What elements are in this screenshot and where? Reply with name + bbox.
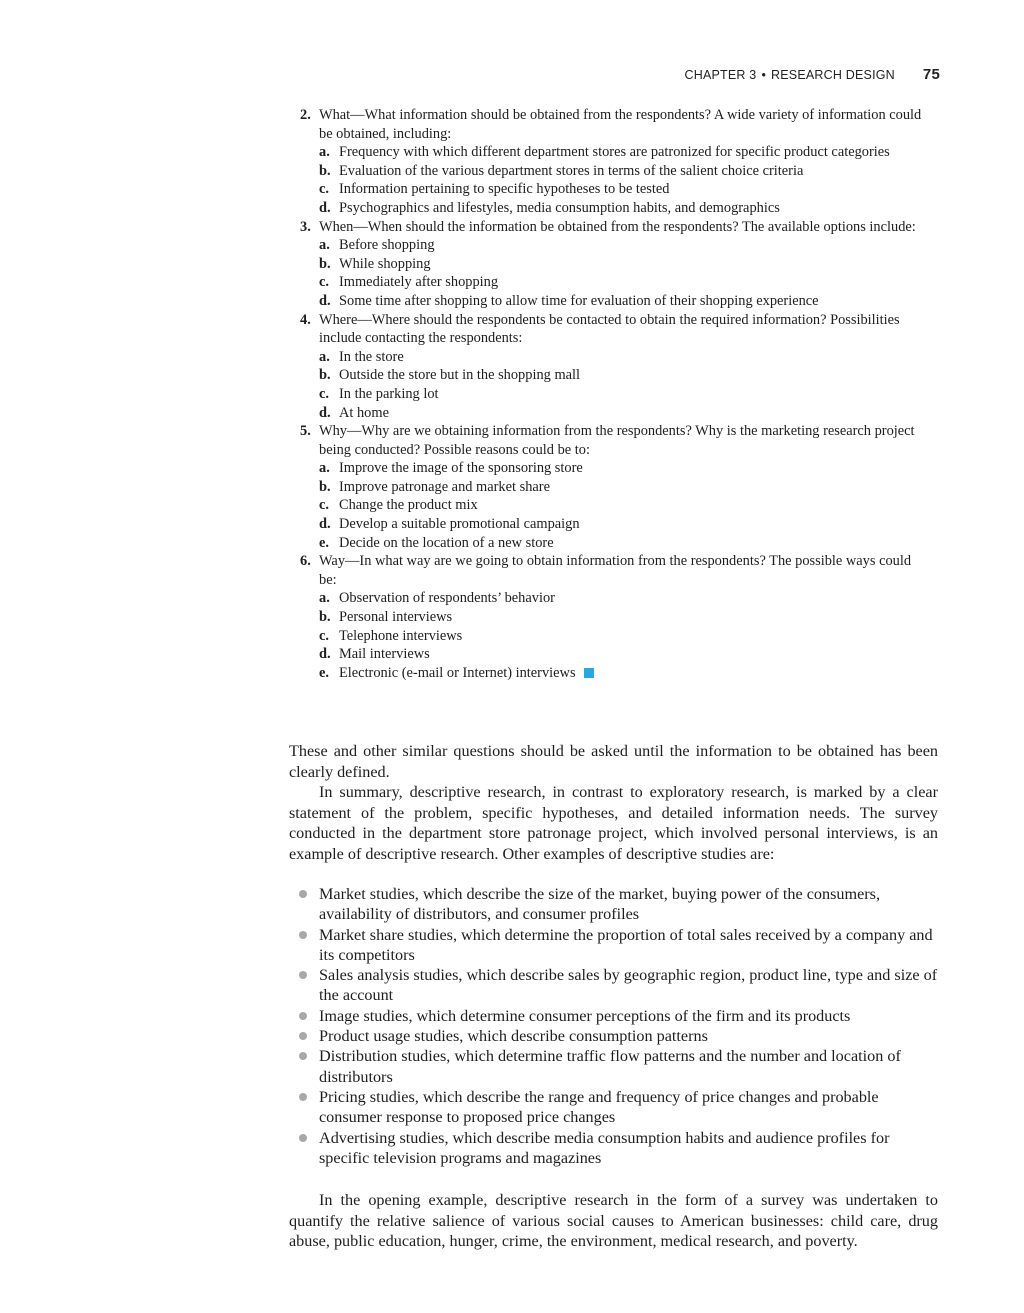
question-list	[300, 106, 925, 682]
option-text: Personal interviews	[339, 609, 453, 626]
option-letter: d.	[319, 404, 331, 421]
option-item	[319, 515, 925, 534]
option-letter: d.	[319, 199, 331, 216]
bullet-icon	[299, 1032, 307, 1040]
bullet-icon	[299, 1134, 307, 1142]
option-text: In the store	[339, 348, 404, 365]
option-letter: b.	[319, 162, 331, 179]
option-list	[319, 236, 925, 310]
bullet-item	[289, 1087, 938, 1128]
bullet-icon	[299, 890, 307, 898]
option-text: Outside the store but in the shopping mall	[339, 367, 581, 384]
option-letter: a.	[319, 348, 330, 365]
option-item	[319, 608, 925, 627]
section-title: RESEARCH DESIGN	[771, 68, 895, 82]
body-paragraph: In the opening example, descriptive research in the form of a survey was undertaken to quantify the relative salience of various social causes to American businesses: child care, drug abuse, public education, hunger, crime, the environment, medical research, and poverty.	[289, 1191, 938, 1251]
option-list	[319, 589, 925, 682]
option-text: Improve the image of the sponsoring store	[339, 460, 583, 477]
bullet-item	[289, 965, 938, 1006]
option-letter: a.	[319, 590, 330, 607]
option-list	[319, 348, 925, 422]
option-item	[319, 459, 925, 478]
end-of-example-marker	[584, 668, 594, 678]
option-item	[319, 664, 925, 683]
option-letter: d.	[319, 292, 331, 309]
option-item	[319, 180, 925, 199]
bullet-item	[289, 1026, 938, 1046]
option-text: Electronic (e-mail or Internet) interviews	[339, 664, 576, 681]
option-letter: b.	[319, 478, 331, 495]
bullet-item	[289, 925, 938, 966]
option-letter: e.	[319, 664, 329, 681]
option-item	[319, 478, 925, 497]
option-letter: d.	[319, 516, 331, 533]
bullet-item	[289, 1128, 938, 1169]
page-number: 75	[922, 66, 940, 83]
option-item	[319, 255, 925, 274]
option-letter: a.	[319, 144, 330, 161]
option-item	[319, 645, 925, 664]
option-letter: b.	[319, 367, 331, 384]
bullet-item	[289, 1006, 938, 1026]
option-letter: c.	[319, 274, 329, 291]
option-letter: c.	[319, 627, 329, 644]
option-letter: b.	[319, 255, 331, 272]
option-text: Frequency with which different department stores are patronized for specific product categories	[339, 144, 890, 161]
bullet-icon	[299, 971, 307, 979]
option-letter: a.	[319, 237, 330, 254]
body-paragraph: These and other similar questions should be asked until the information to be obtained has been clearly defined.	[289, 742, 938, 781]
question-text: Where—Where should the respondents be contacted to obtain the required information? Possibilities include contacting the respondents:	[319, 311, 900, 347]
bullet-list	[289, 884, 938, 1168]
bullet-text: Market studies, which describe the size of the market, buying power of the consumers, availability of distributors, and consumer profiles	[319, 885, 881, 924]
option-text: Mail interviews	[339, 646, 430, 663]
bullet-icon	[299, 1093, 307, 1101]
bullet-item	[289, 884, 938, 925]
option-item	[319, 199, 925, 218]
bullet-text: Pricing studies, which describe the range and frequency of price changes and probable consumer response to proposed price changes	[319, 1087, 879, 1127]
option-letter: c.	[319, 385, 329, 402]
option-text: Some time after shopping to allow time for evaluation of their shopping experience	[339, 292, 819, 309]
option-letter: e.	[319, 534, 329, 551]
question-text: When—When should the information be obtained from the respondents? The available options include:	[319, 218, 916, 235]
option-text: Telephone interviews	[339, 627, 463, 644]
option-item	[319, 273, 925, 292]
option-text: Improve patronage and market share	[339, 478, 550, 495]
option-item	[319, 236, 925, 255]
chapter-label: CHAPTER 3	[684, 68, 757, 82]
question-text: Why—Why are we obtaining information from the respondents? Why is the marketing research project being conducted? Possible reasons could be to:	[319, 423, 915, 458]
question-text: What—What information should be obtained from the respondents? A wide variety of information could be obtained, including:	[319, 107, 922, 142]
option-text: Information pertaining to specific hypotheses to be tested	[339, 181, 670, 198]
body-paragraph: In summary, descriptive research, in contrast to exploratory research, is marked by a clear statement of the problem, specific hypotheses, and detailed information needs. The survey conducted in the department store patronage project, which involved personal interviews, is an example of descriptive research. Other examples of descriptive studies are:	[289, 783, 938, 863]
option-letter: c.	[319, 497, 329, 514]
bullet-item	[289, 1046, 938, 1087]
option-item	[319, 348, 925, 367]
option-text: Change the product mix	[339, 497, 478, 514]
question-item	[300, 552, 925, 682]
option-text: At home	[339, 404, 389, 421]
option-letter: c.	[319, 181, 329, 198]
header-separator: •	[761, 68, 767, 82]
option-text: While shopping	[339, 255, 431, 272]
question-number: 4.	[300, 311, 311, 328]
option-letter: a.	[319, 460, 330, 477]
option-item	[319, 589, 925, 608]
bullet-icon	[299, 1012, 307, 1020]
option-letter: d.	[319, 646, 331, 663]
option-list	[319, 143, 925, 217]
question-item	[300, 311, 925, 423]
option-item	[319, 496, 925, 515]
option-item	[319, 404, 925, 423]
question-number: 2.	[300, 107, 311, 123]
option-item	[319, 162, 925, 181]
option-item	[319, 534, 925, 553]
bullet-text: Sales analysis studies, which describe sales by geographic region, product line, type and size of the account	[319, 966, 938, 1005]
option-text: Before shopping	[339, 237, 435, 254]
question-number: 3.	[300, 218, 311, 235]
option-item	[319, 292, 925, 311]
running-header	[600, 66, 940, 83]
bullet-text: Market share studies, which determine the proportion of total sales received by a company and its competitors	[319, 925, 933, 964]
option-item	[319, 385, 925, 404]
option-list	[319, 459, 925, 552]
question-item	[300, 106, 925, 218]
option-text: Immediately after shopping	[339, 274, 499, 291]
question-text: Way—In what way are we going to obtain information from the respondents? The possible ways could be:	[319, 553, 912, 588]
option-text: Psychographics and lifestyles, media consumption habits, and demographics	[339, 199, 780, 216]
option-item	[319, 627, 925, 646]
option-text: Observation of respondents’ behavior	[339, 590, 555, 607]
option-text: Evaluation of the various department stores in terms of the salient choice criteria	[339, 162, 804, 179]
bullet-text: Product usage studies, which describe consumption patterns	[319, 1027, 708, 1046]
bullet-icon	[299, 931, 307, 939]
option-text: Decide on the location of a new store	[339, 534, 554, 551]
option-item	[319, 366, 925, 385]
option-item	[319, 143, 925, 162]
bullet-icon	[299, 1052, 307, 1060]
bullet-text: Advertising studies, which describe media consumption habits and audience profiles for specific television programs and magazines	[319, 1128, 890, 1167]
option-letter: b.	[319, 609, 331, 626]
bullet-text: Distribution studies, which determine traffic flow patterns and the number and location of distributors	[319, 1047, 901, 1086]
question-number: 6.	[300, 553, 311, 570]
question-item	[300, 218, 925, 311]
bullet-text: Image studies, which determine consumer perceptions of the firm and its products	[319, 1006, 851, 1025]
option-text: In the parking lot	[339, 385, 439, 402]
question-number: 5.	[300, 423, 311, 440]
option-text: Develop a suitable promotional campaign	[339, 516, 580, 533]
question-item	[300, 422, 925, 552]
